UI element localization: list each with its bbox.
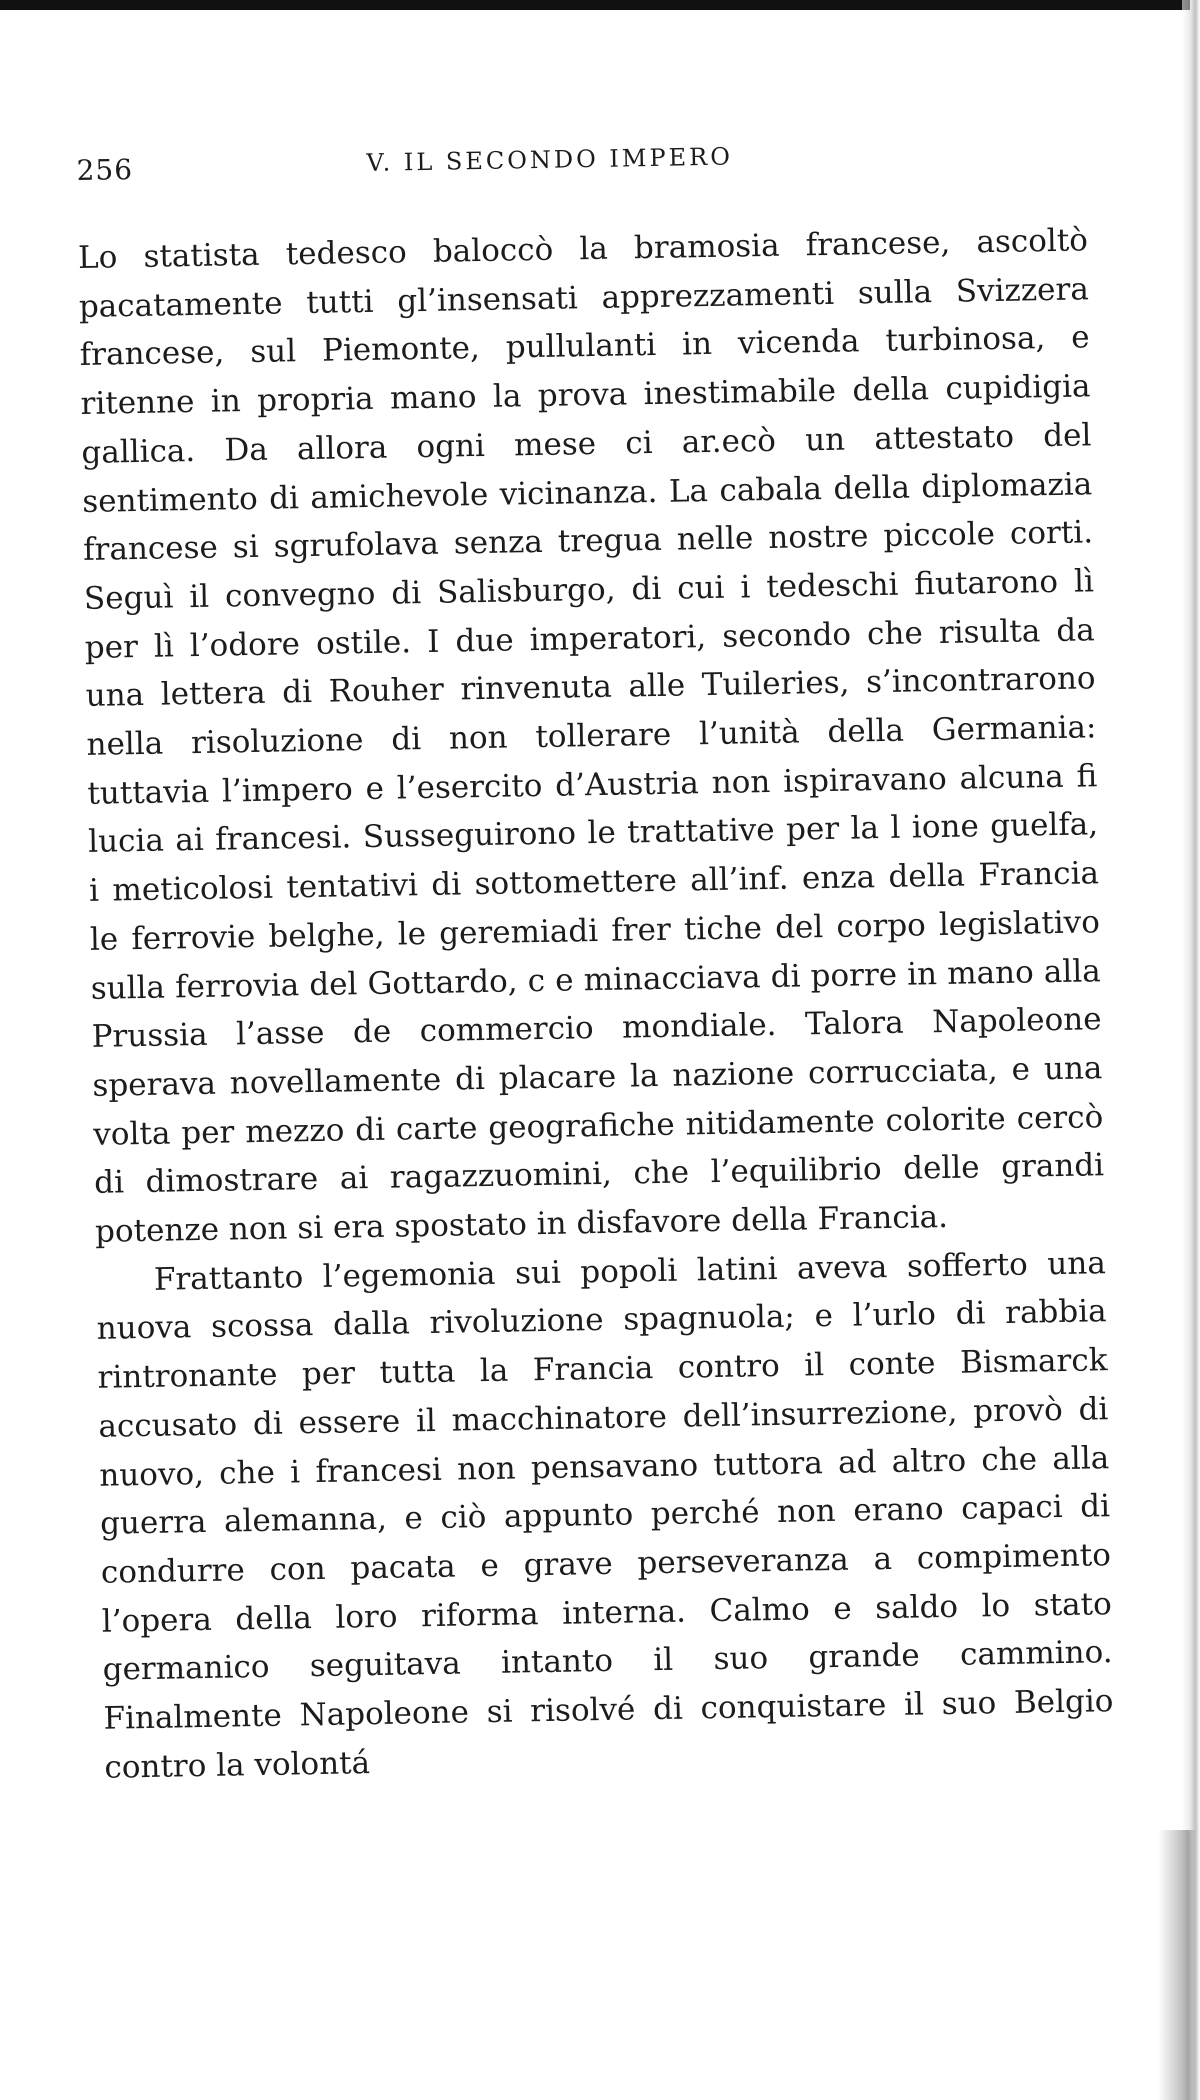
running-head: V. IL SECONDO IMPERO bbox=[366, 142, 734, 177]
body-text bbox=[78, 216, 1115, 1792]
page-binding-edge bbox=[1182, 0, 1200, 2100]
page-header bbox=[76, 122, 1087, 200]
paragraph: Frattanto l’egemonia sui popoli latini aveva sofferto una nuova scossa dalla rivoluzione spagnuola; e l’urlo di rabbia rintronante per tutta la Francia contro il conte Bismarck accusato di essere il macchinatore dell’insurrezione, provò di nuovo, che i francesi non pensavano tuttora ad altro che alla guerra alemanna, e ciò appunto perché non erano capaci di condurre con pacata e grave perseveranza a compimento l’opera della loro riforma interna. Calmo e saldo lo stato germanico seguitava intanto il suo grande cammino. Finalmente Napoleone si risolvé di conquistare il suo Belgio contro la volontá bbox=[96, 1244, 1114, 1786]
book-page bbox=[76, 122, 1115, 1792]
page-number: 256 bbox=[76, 153, 134, 187]
page-top-edge bbox=[0, 0, 1190, 10]
page-binding-shadow bbox=[1158, 1830, 1196, 2100]
paragraph: Lo statista tedesco baloccò la bramosia francese, ascoltò pacatamente tutti gl’insensati apprezzamenti sulla Svizzera francese, sul Piemonte, pullulanti in vicenda turbinosa, e ritenne in propria mano la prova inestimabile della cupidigia gallica. Da allora ogni mese ci ar.ecò un attestato del sentimento di amichevole vicinanza. La cabala della diplomazia francese si sgrufolava senza tregua nelle nostre piccole corti. Seguì il convegno di Salisburgo, di cui i tedeschi fiutarono lì per lì l’odore ostile. I due imperatori, secondo che risulta da una lettera di Rouher rinvenuta alle Tuileries, s’incontrarono nella risoluzione di non tollerare l’unità della Germania: tuttavia l’impero e l’esercito d’Austria non ispiravano alcuna fi lucia ai francesi. Susseguirono le trattative per la l ione guelfa, i meticolosi tentativi di sottomettere all’inf. enza della Francia le ferrovie belghe, le geremiadi frer tiche del corpo legislativo sulla ferrovia del Gottardo, c e minacciava di porre in mano alla Prussia l’asse de commercio mondiale. Talora Napoleone sperava novellamente di placare la nazione corrucciata, e una volta per mezzo di carte geografiche nitidamente colorite cercò di dimostrare ai ragazzuomini, che l’equilibrio delle grandi potenze non si era spostato in disfavore della Francia. bbox=[77, 222, 1105, 1250]
